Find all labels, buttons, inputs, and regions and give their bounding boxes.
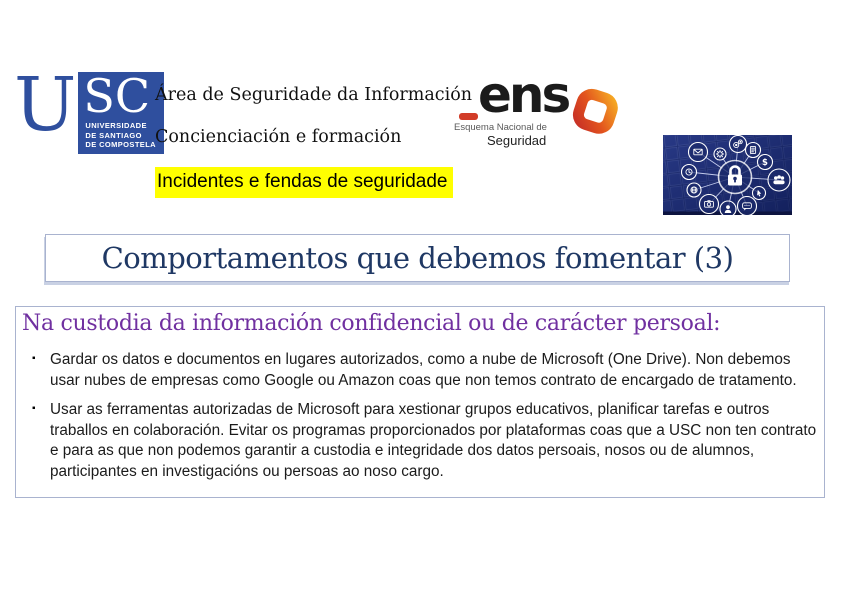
usc-logo-box bbox=[78, 69, 164, 154]
usc-logo-sc: SC bbox=[83, 69, 151, 123]
ens-logo bbox=[452, 66, 630, 151]
header-line-concienciacion: Concienciación e formación bbox=[155, 127, 402, 147]
square-bullet-icon: ▪ bbox=[32, 403, 36, 414]
ens-subtitle-2: Seguridad bbox=[487, 133, 547, 148]
usc-name-line: DE SANTIAGO bbox=[85, 130, 142, 140]
ens-dash-icon bbox=[459, 113, 478, 120]
usc-name-line: DE COMPOSTELA bbox=[85, 140, 156, 149]
slide-title: Comportamentos que debemos fomentar (3) bbox=[101, 241, 734, 275]
security-network-photo bbox=[663, 135, 792, 215]
header-line-highlighted: Incidentes e fendas de seguridade bbox=[155, 167, 453, 198]
header-line-area: Área de Seguridade da Información bbox=[155, 85, 473, 105]
padlock-icon bbox=[719, 161, 752, 194]
usc-logo-u: U bbox=[14, 62, 77, 148]
ens-logo-text: ens bbox=[478, 66, 569, 124]
usc-logo-name bbox=[78, 118, 164, 150]
title-banner bbox=[45, 234, 790, 282]
usc-logo bbox=[14, 62, 164, 154]
svg-text:$: $ bbox=[762, 158, 768, 168]
bullet-text: Gardar os datos e documentos en lugares autorizados, como a nube de Microsoft (One Drive). Non debemos usar nubes de empresas como Google ou Amazon coas que non temos contrato de encargado de tratamento. bbox=[50, 351, 797, 389]
bullet-item bbox=[22, 350, 820, 391]
bullet-list bbox=[22, 350, 820, 482]
content-box bbox=[15, 306, 825, 498]
ens-orange-square-icon bbox=[569, 84, 623, 138]
square-bullet-icon: ▪ bbox=[32, 353, 36, 364]
dollar-icon bbox=[762, 158, 768, 168]
bullet-item bbox=[22, 400, 820, 482]
usc-name-line: UNIVERSIDADE bbox=[85, 121, 147, 130]
ens-subtitle-1: Esquema Nacional de bbox=[454, 122, 547, 133]
bullet-text: Usar as ferramentas autorizadas de Microsoft para xestionar grupos educativos, planificar tarefas e outros traballos en colaboración. Evitar os programas proporcionados por plataformas coas que a USC non ten contrato e para as que non podemos garantir a custodia e integridade dos datos persoais, nosos ou de alumnos, participantes en investigacións ou persoas ao noso cargo. bbox=[50, 401, 817, 480]
content-heading: Na custodia da información confidencial ou de carácter persoal: bbox=[22, 311, 721, 336]
